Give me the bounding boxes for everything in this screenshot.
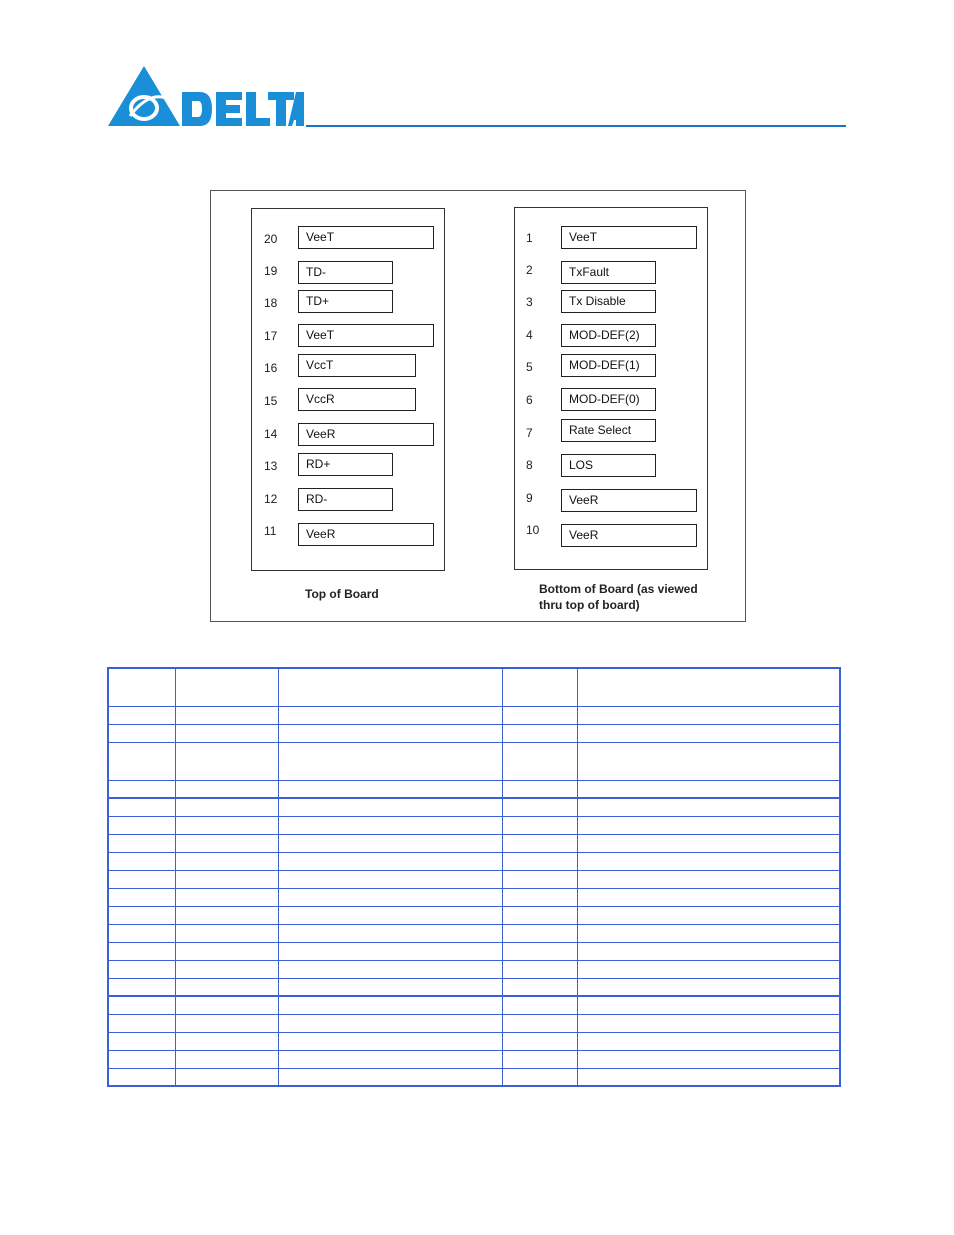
table-cell: [108, 924, 176, 942]
bottom-caption-line: Bottom of Board (as viewed: [539, 582, 698, 596]
table-cell: [578, 668, 840, 706]
table-cell: [503, 906, 578, 924]
table-cell: [578, 888, 840, 906]
table-cell: [578, 942, 840, 960]
pin-label-box: VccR: [298, 388, 416, 411]
top-board-caption: Top of Board: [305, 587, 379, 601]
table-cell: [176, 978, 279, 996]
table-cell: [279, 960, 503, 978]
table-row: [108, 724, 840, 742]
table-cell: [503, 996, 578, 1014]
table-cell: [108, 852, 176, 870]
table-cell: [279, 1014, 503, 1032]
pin-number: 11: [264, 524, 277, 538]
pin-number: 2: [526, 263, 533, 277]
table-cell: [108, 798, 176, 816]
pin-number: 18: [264, 296, 278, 310]
table-cell: [108, 960, 176, 978]
table-cell: [279, 996, 503, 1014]
table-cell: [108, 978, 176, 996]
pin-label-box: VeeR: [298, 523, 434, 546]
table-cell: [176, 798, 279, 816]
table-cell: [108, 668, 176, 706]
table-cell: [176, 780, 279, 798]
table-cell: [503, 706, 578, 724]
table-cell: [279, 724, 503, 742]
table-cell: [279, 742, 503, 780]
pin-number: 13: [264, 459, 278, 473]
table-cell: [279, 816, 503, 834]
table-cell: [279, 798, 503, 816]
table-cell: [176, 924, 279, 942]
table-cell: [503, 1032, 578, 1050]
table-cell: [578, 1068, 840, 1086]
table-cell: [503, 870, 578, 888]
table-cell: [578, 780, 840, 798]
pin-label-box: MOD-DEF(1): [561, 354, 656, 377]
table-cell: [108, 742, 176, 780]
table-cell: [503, 1068, 578, 1086]
table-row: [108, 996, 840, 1014]
pin-label-box: TD+: [298, 290, 393, 313]
pin-number: 9: [526, 491, 533, 505]
table-cell: [503, 742, 578, 780]
table-cell: [503, 888, 578, 906]
table-row: [108, 978, 840, 996]
pin-number: 10: [526, 523, 540, 537]
pin-definition-table: [107, 667, 841, 1087]
table-cell: [176, 942, 279, 960]
pin-label-box: VccT: [298, 354, 416, 377]
table-header-row: [108, 668, 840, 706]
table-row: [108, 888, 840, 906]
table-cell: [108, 1050, 176, 1068]
header-rule: [306, 125, 846, 127]
table-cell: [503, 834, 578, 852]
bottom-of-board: [514, 207, 708, 570]
table-cell: [176, 668, 279, 706]
delta-logo: [108, 64, 304, 128]
table-cell: [503, 978, 578, 996]
bottom-board-caption: [539, 581, 698, 613]
table-cell: [108, 780, 176, 798]
table-cell: [176, 724, 279, 742]
pin-number: 4: [526, 328, 533, 342]
table-cell: [279, 1068, 503, 1086]
table-row: [108, 1050, 840, 1068]
table-cell: [578, 816, 840, 834]
table-cell: [578, 852, 840, 870]
pin-label-box: LOS: [561, 454, 656, 477]
table-cell: [503, 1050, 578, 1068]
table-cell: [503, 942, 578, 960]
pin-label-box: MOD-DEF(2): [561, 324, 656, 347]
table-cell: [176, 960, 279, 978]
pin-number: 3: [526, 295, 533, 309]
table-cell: [578, 906, 840, 924]
table-cell: [176, 742, 279, 780]
pin-label-box: VeeR: [298, 423, 434, 446]
table-cell: [108, 1068, 176, 1086]
pin-label-box: VeeT: [298, 226, 434, 249]
table-cell: [108, 1032, 176, 1050]
table-cell: [176, 888, 279, 906]
table-cell: [279, 870, 503, 888]
table-cell: [578, 798, 840, 816]
table-cell: [578, 960, 840, 978]
table-cell: [108, 888, 176, 906]
table-row: [108, 742, 840, 780]
table-cell: [279, 852, 503, 870]
pin-number: 5: [526, 360, 533, 374]
pin-label-box: VeeR: [561, 524, 697, 547]
table-cell: [578, 742, 840, 780]
pin-label-box: TxFault: [561, 261, 656, 284]
top-of-board: [251, 208, 445, 571]
pin-diagram: [210, 190, 746, 622]
table-cell: [578, 1050, 840, 1068]
table-cell: [176, 852, 279, 870]
table-cell: [578, 978, 840, 996]
table-row: [108, 706, 840, 724]
table-row: [108, 834, 840, 852]
table-cell: [503, 924, 578, 942]
pin-label-box: VeeT: [298, 324, 434, 347]
table-row: [108, 870, 840, 888]
table-cell: [108, 1014, 176, 1032]
pin-label-box: Rate Select: [561, 419, 656, 442]
pin-number: 6: [526, 393, 533, 407]
table-cell: [176, 1050, 279, 1068]
table-cell: [503, 1014, 578, 1032]
table-row: [108, 960, 840, 978]
bottom-caption-line: thru top of board): [539, 598, 640, 612]
table-row: [108, 798, 840, 816]
table-cell: [503, 780, 578, 798]
table-cell: [279, 1050, 503, 1068]
pin-number: 14: [264, 427, 278, 441]
pin-label-box: TD-: [298, 261, 393, 284]
table-cell: [279, 888, 503, 906]
pin-number: 12: [264, 492, 278, 506]
table-row: [108, 924, 840, 942]
table-cell: [176, 1032, 279, 1050]
table-cell: [578, 870, 840, 888]
table-row: [108, 1032, 840, 1050]
table-row: [108, 816, 840, 834]
pin-number: 15: [264, 394, 278, 408]
table-cell: [176, 1068, 279, 1086]
table-cell: [279, 780, 503, 798]
table-cell: [108, 996, 176, 1014]
pin-number: 17: [264, 329, 278, 343]
table-cell: [279, 706, 503, 724]
table-cell: [108, 724, 176, 742]
table-row: [108, 942, 840, 960]
table-cell: [108, 906, 176, 924]
table-cell: [176, 834, 279, 852]
table-cell: [176, 870, 279, 888]
pin-number: 1: [526, 231, 533, 245]
table-cell: [176, 1014, 279, 1032]
table-cell: [279, 942, 503, 960]
table-cell: [279, 668, 503, 706]
table-cell: [176, 906, 279, 924]
pin-label-box: MOD-DEF(0): [561, 388, 656, 411]
pin-number: 8: [526, 458, 533, 472]
table-cell: [108, 834, 176, 852]
table-cell: [578, 834, 840, 852]
table-row: [108, 1068, 840, 1086]
table-row: [108, 780, 840, 798]
pin-label-box: RD-: [298, 488, 393, 511]
pin-number: 19: [264, 264, 278, 278]
pin-label-box: RD+: [298, 453, 393, 476]
table-cell: [503, 960, 578, 978]
table-cell: [176, 816, 279, 834]
pin-number: 16: [264, 361, 278, 375]
table-cell: [578, 1032, 840, 1050]
table-row: [108, 906, 840, 924]
table-cell: [503, 724, 578, 742]
table-cell: [578, 996, 840, 1014]
pin-label-box: VeeR: [561, 489, 697, 512]
table-cell: [176, 706, 279, 724]
pin-label-box: Tx Disable: [561, 290, 656, 313]
table-cell: [578, 724, 840, 742]
table-cell: [108, 870, 176, 888]
pin-number: 7: [526, 426, 533, 440]
table-cell: [578, 924, 840, 942]
table-cell: [176, 996, 279, 1014]
table-cell: [503, 852, 578, 870]
table-row: [108, 852, 840, 870]
pin-number: 20: [264, 232, 278, 246]
table-cell: [279, 906, 503, 924]
table-cell: [108, 942, 176, 960]
table-cell: [503, 798, 578, 816]
table-cell: [108, 706, 176, 724]
table-cell: [503, 816, 578, 834]
table-cell: [578, 706, 840, 724]
table-cell: [503, 668, 578, 706]
table-cell: [279, 834, 503, 852]
table-cell: [279, 1032, 503, 1050]
table-cell: [279, 924, 503, 942]
table-cell: [279, 978, 503, 996]
table-cell: [108, 816, 176, 834]
table-cell: [578, 1014, 840, 1032]
pin-label-box: VeeT: [561, 226, 697, 249]
table-row: [108, 1014, 840, 1032]
